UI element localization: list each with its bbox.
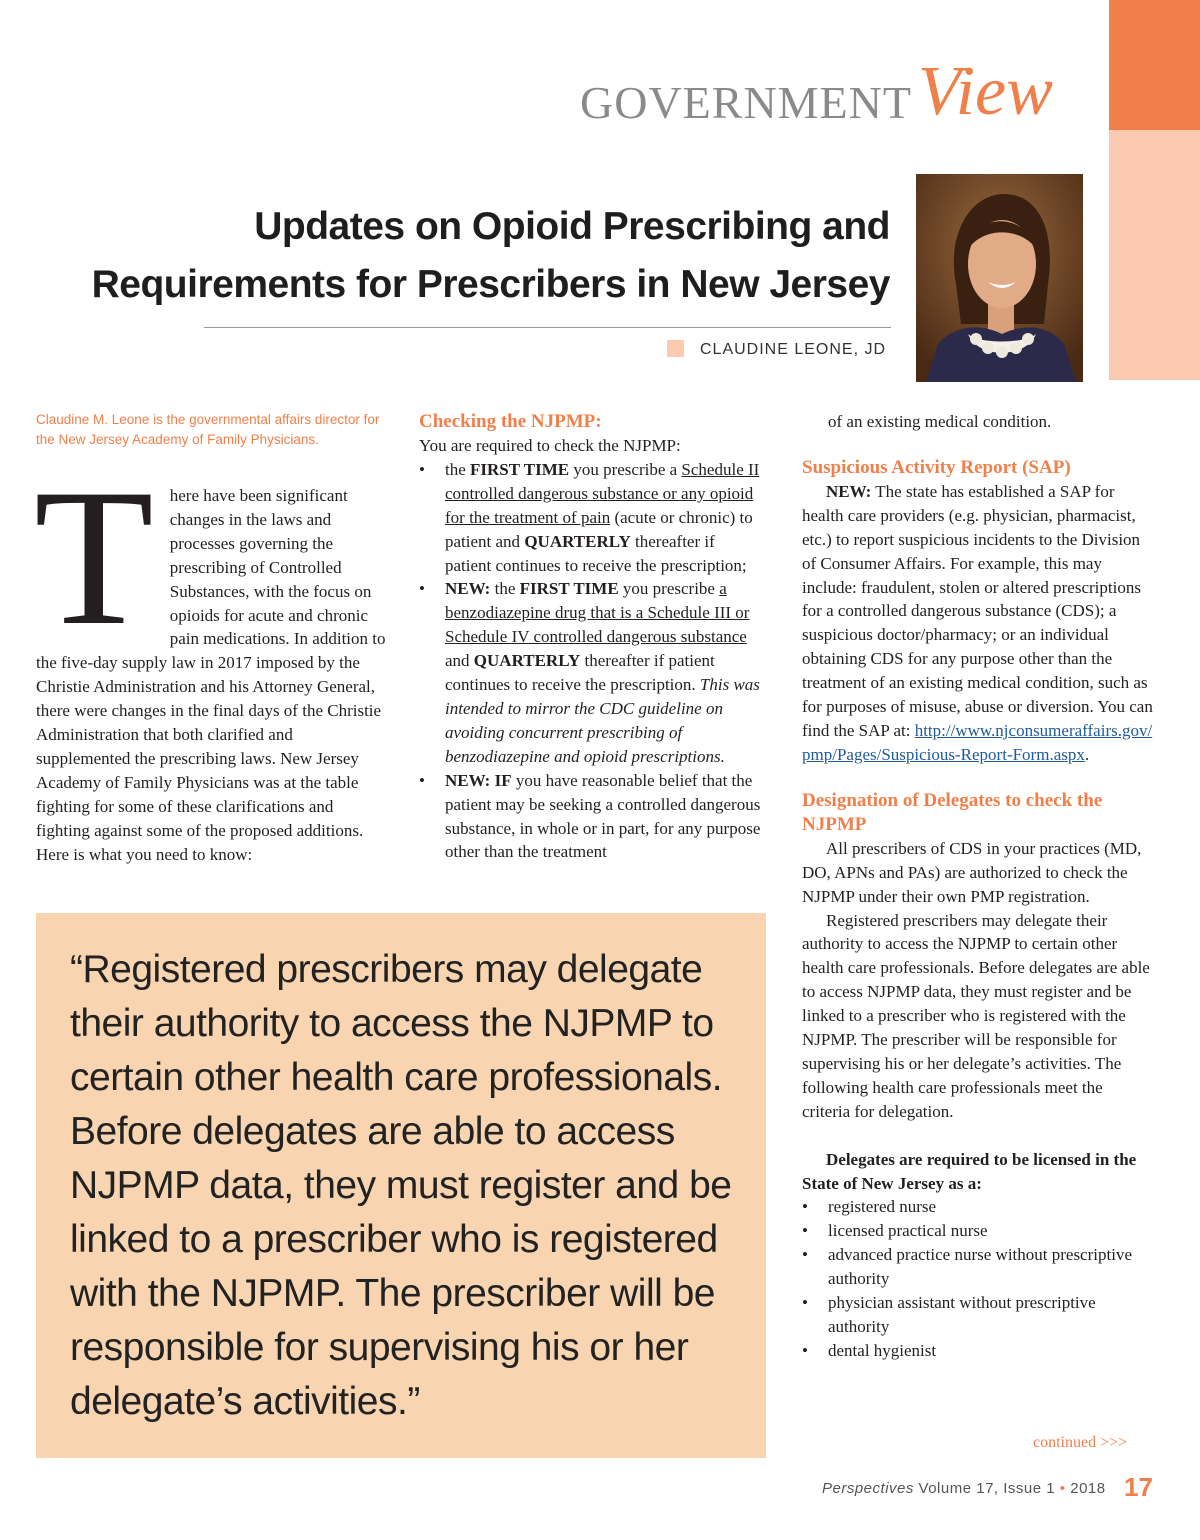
footer-publication: Perspectives Volume 17, Issue 1 • 2018 <box>822 1480 1106 1497</box>
continued-text: of an existing medical condition. <box>828 412 1052 431</box>
column-2 <box>419 410 764 864</box>
list-item: • advanced practice nurse without prescriptive authority <box>802 1243 1154 1291</box>
author-marker-square <box>667 340 684 357</box>
drop-cap: T <box>34 449 154 666</box>
list-item: • physician assistant without prescriptive authority <box>802 1291 1154 1339</box>
title-line-2: Requirements for Prescribers in New Jersey <box>91 263 890 306</box>
list-item: • NEW: the FIRST TIME you prescribe a benzodiazepine drug that is a Schedule III or Schedule IV controlled dangerous substance and QUARTERLY thereafter if patient continues to receive the prescription. This was intended to mirror the CDC guideline on avoiding concurrent prescribing of benzodiazepine and opioid prescriptions. <box>419 577 764 768</box>
list-item: • registered nurse <box>802 1195 1154 1219</box>
author-bio: Claudine M. Leone is the governmental affairs director for the New Jersey Academy of Family Physicians. <box>36 412 380 447</box>
sap-link[interactable]: http://www.njconsumeraffairs.gov/pmp/Pages/Suspicious-Report-Form.aspx <box>802 720 1153 764</box>
author-photo <box>916 174 1083 382</box>
accent-bar-light <box>1109 130 1200 380</box>
delegates-paragraph-1: All prescribers of CDS in your practices (MD, DO, APNs and PAs) are authorized to check the NJPMP under their own PMP registration. <box>802 838 1142 906</box>
page-number: 17 <box>1124 1472 1153 1502</box>
column-3 <box>802 410 1154 1363</box>
heading-sap: Suspicious Activity Report (SAP) <box>802 456 1071 478</box>
list-item: • the FIRST TIME you prescribe a Schedule II controlled dangerous substance or any opioid for the treatment of pain (acute or chronic) to patient and QUARTERLY thereafter if patient continues to receive the prescription; <box>419 458 764 578</box>
continued-link[interactable]: continued >>> <box>1033 1434 1128 1451</box>
pull-quote: “Registered prescribers may delegate their authority to access the NJPMP to certain other health care professionals. Before delegates are able to access NJPMP data, they must register and be linked to a prescriber who is registered with the NJPMP. The prescriber will be responsible for supervising his or her delegate’s activities.” <box>70 948 732 1423</box>
title-rule <box>204 327 891 328</box>
heading-delegates: Designation of Delegates to check the NJPMP <box>802 789 1103 835</box>
list-item: • dental hygienist <box>802 1339 1154 1363</box>
list-item: • NEW: IF you have reasonable belief that the patient may be seeking a controlled dangerous substance, in whole or in part, for any purpose other than the treatment <box>419 769 764 865</box>
heading-checking-njpmp: Checking the NJPMP: <box>419 411 602 432</box>
intro-paragraph: here have been significant changes in the laws and processes governing the prescribing of Controlled Substances, with the focus on opioids for acute and chronic pain medications. In addition to the five-day supply law in 2017 imposed by the Christie Administration and his Attorney General, there were changes in the final days of the Christie Administration that both clarified and supplemented the prescribing laws. New Jersey Academy of Family Physicians was at the table fighting for some of these clarifications and fighting against some of the proposed additions. Here is what you need to know: <box>36 486 386 864</box>
column-1 <box>34 449 386 867</box>
checking-intro: You are required to check the NJPMP: <box>419 436 681 455</box>
list-item: • licensed practical nurse <box>802 1219 1154 1243</box>
checking-list <box>419 458 764 864</box>
section-header-government: GOVERNMENT <box>580 77 912 128</box>
delegate-list <box>802 1195 1154 1362</box>
author-byline: CLAUDINE LEONE, JD <box>700 341 887 358</box>
delegates-requirement: Delegates are required to be licensed in the State of New Jersey as a: <box>802 1149 1137 1193</box>
sap-paragraph: NEW: The state has established a SAP for health care providers (e.g. physician, pharmacist, etc.) to report suspicious incidents to the Division of Consumer Affairs. For example, this may include: fraudulent, stolen or altered prescriptions for a controlled dangerous substance (CDS); a suspicious doctor/pharmacy; or an individual obtaining CDS for any purpose other than the treatment of an existing medical condition, such as for purposes of misuse, abuse or diversion. You can find the SAP at: http://www.njconsumeraffairs.gov/pmp/Pages/Suspicious-Report-Form.aspx. <box>802 481 1153 764</box>
delegates-paragraph-2: Registered prescribers may delegate their authority to access the NJPMP to certain other health care professionals. Before delegates are able to access NJPMP data, they must register and be linked to a prescriber who is registered with the NJPMP. The prescriber will be responsible for supervising his or her delegate’s activities. The following health care professionals meet the criteria for delegation. <box>802 910 1150 1121</box>
title-line-1: Updates on Opioid Prescribing and <box>254 205 890 248</box>
article-title <box>60 198 890 314</box>
accent-bar-dark <box>1109 0 1200 130</box>
section-header-view: View <box>918 53 1053 130</box>
